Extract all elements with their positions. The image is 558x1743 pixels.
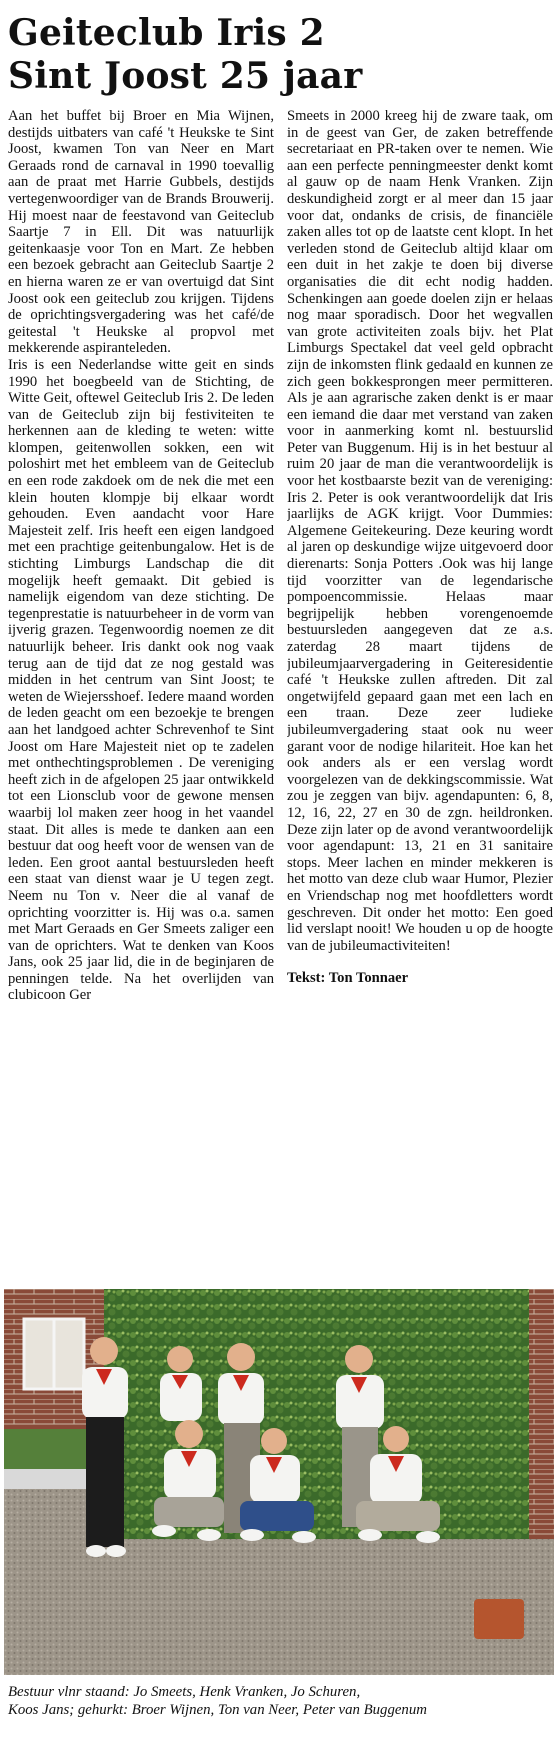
article-column-right xyxy=(287,108,553,1286)
paragraph-founding: Aan het buffet bij Broer en Mia Wijnen, destijds uitbaters van café 't Heukske te Sint Joost, kwamen Ton van Neer en Mart Geraads rond de carnaval in 1990 toevallig aan de praat met Harrie Gubbels, destijds vertegenwoordiger van de Brands Brouwerij. Hij moest naar de feestavond van Geiteclub Saartje 7 in Ell. Dit was natuurlijk geitenkaasje voor Ton en Mart. Ze hebben een bezoek gebracht aan Geiteclub Saartje 2 en hierna waren ze er van overtuigd dat Sint Joost ook een geiteclub zou krijgen. Tijdens de oprichtingsvergadering was het café/de geitestal 't Heukske al propvol met mekkerende aspiranteleden. xyxy=(8,108,274,357)
group-photo xyxy=(4,1289,554,1675)
photo-caption xyxy=(8,1684,553,1719)
paragraph-board: Smeets in 2000 kreeg hij de zware taak, om in de geest van Ger, de zaken betreffende secretariaat en PR-taken over te nemen. Wie aan een perfecte penningmeester denkt komt al gauw op de naam Henk Vranken. Zijn deskundigheid zorgt er al meer dan 15 jaar voor dat, ondanks de crisis, de financiële zaken alles tot op de laatste cent klopt. In het verleden stond de Geiteclub altijd klaar om een duit in het zakje te doen bij diverse organisaties die dit echt nodig hadden. Schenkingen aan goede doelen zijn er helaas nog maar sporadisch. Door het wegvallen van grote activiteiten zoals bijv. het Plat Limburgs Spectakel dat veel geld opbracht zijn de inkomsten flink gedaald en kunnen ze zich geen bokkesprongen meer permitteren. Als je aan agrarische zaken denkt is er maar een iemand die daar met verstand van zaken voor in aanmerking komt nl. bestuurslid Peter van Buggenum. Hij is in het bestuur al ruim 20 jaar de man die verantwoordelijk is voor het kostbaarste bezit van de vereniging: Iris 2. Peter is ook verantwoordelijk dat Iris jaarlijks de AGK krijgt. Voor Dummies: Algemene Geitekeuring. Deze keuring wordt al jaren op deskundige wijze uitgevoerd door dierenarts: Sonja Potters .Ook was hij lange tijd voorzitter van de legendarische pompoencommissie. Helaas maar begrijpelijk hebben vorengenoemde bestuursleden aangegeven dat ze a.s. zaterdag 28 maart tijdens de jubileumjaarvergadering in Geiteresidentie café 't Heukske zullen aftreden. Dit zal ongetwijfeld gepaard gaan met een lach en een traan. Deze zeer ludieke jubileumvergadering staat ook nu weer garant voor de nodige hilariteit. Hoe kan het ook anders als er een verslag wordt voorgelezen van de dekkingscommissie. Wat zou je zeggen van bijv. agendapunten: 6, 8, 12, 16, 22, 27 en 30 de zgn. heildronken. Deze zijn later op de avond verantwoordelijk voor agendapunt: 13, 21 en 31 sanitaire stops. Meer lachen en minder mekkeren is het motto van deze club waar Humor, Plezier en Vriendschap nog met hoofdletters wordt geschreven. Dit onder het motto: Een goed lid verslapt nooit! We houden u op de hoogte van de jubileumactiviteiten! xyxy=(287,108,553,954)
caption-line-2: Koos Jans; gehurkt: Broer Wijnen, Ton van Neer, Peter van Buggenum xyxy=(8,1701,427,1718)
article-headline xyxy=(8,12,548,98)
paragraph-iris: Iris is een Nederlandse witte geit en sinds 1990 het boegbeeld van de Stichting, de Witte Geit, oftewel Geiteclub Iris 2. De leden van de Geiteclub zijn bij festiviteiten te herkennen aan de kleding te weten: witte klompen, geitenwollen sokken, een wit poloshirt met het embleem van de Geiteclub en een rode zakdoek om de nek die met een klein houten klompje bij elkaar wordt gehouden. Even aandacht voor Hare Majesteit zelf. Iris heeft een eigen landgoed met een prachtige geitenbungalow. Het is de stichting Limburgs Landschap die dit mogelijk heeft gemaakt. Dit gebied is namelijk eigendom van deze stichting. De tegenprestatie is natuurbeheer in de vorm van ijverig grazen. Tegenwoordig noemen ze dit natuurlijk beheer. Iris dankt ook nog vaak terug aan de tijd dat ze nog gestald was midden in het centrum van Sint Joost; te weten de Wiejersshoef. Iedere maand worden de leden geacht om een bezoekje te brengen aan het landgoed achter Schrevenhof te Sint Joost om Hare Majesteit niet op te zadelen met onthechtingsproblemen . De vereniging heeft zich in de afgelopen 25 jaar ontwikkeld tot een Lionsclub voor de gewone mensen waarbij lol maken zeer hoog in het vaandel staat. Dit alles is mede te danken aan een bestuur dat oog heeft voor de wensen van de leden. Een groot aantal bestuursleden heeft een staat van dienst waar je U tegen zegt. Neem nu Ton v. Neer die al vanaf de oprichting voorzitter is. Hij was o.a. samen met Mart Geraads en Ger Smeets zaliger een van de oprichters. Wat te denken van Koos Jans, ook 25 jaar lid, die in de beginjaren de penningen telde. Na het overlijden van clubicoon Ger xyxy=(8,356,274,1004)
article-column-left xyxy=(8,108,274,1286)
article-credit: Tekst: Ton Tonnaer xyxy=(287,970,409,987)
person-standing-1 xyxy=(82,1337,128,1557)
headline-line-2: Sint Joost 25 jaar xyxy=(8,55,363,97)
caption-line-1: Bestuur vlnr staand: Jo Smeets, Henk Vranken, Jo Schuren, xyxy=(8,1684,361,1700)
headline-line-1: Geiteclub Iris 2 xyxy=(8,12,325,54)
